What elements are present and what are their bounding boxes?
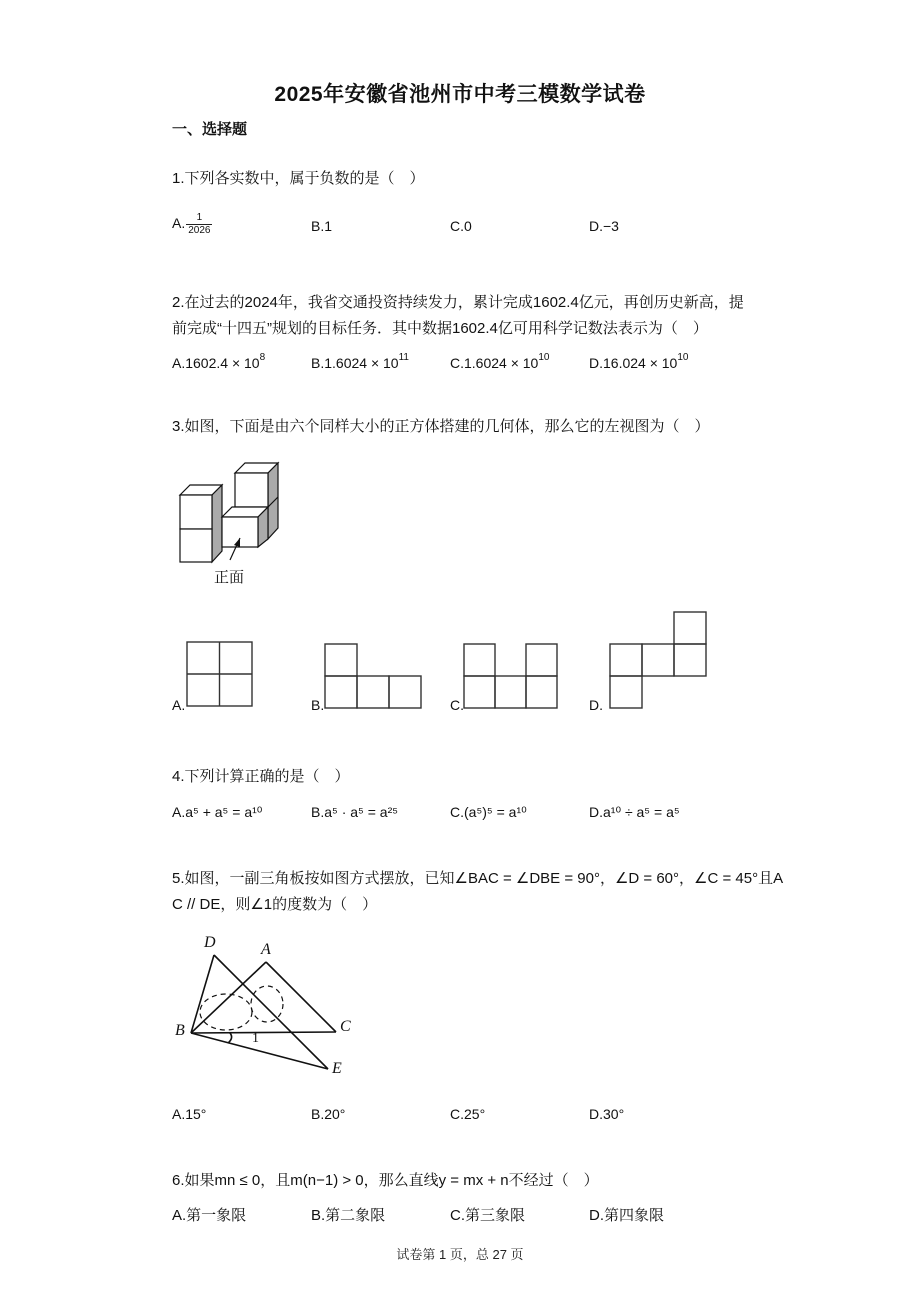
- q3-option-a-figure[interactable]: [186, 641, 256, 711]
- q3-option-b[interactable]: B.: [311, 697, 325, 713]
- question-5-stem-line2: C // DE，则∠1的度数为（ ）: [172, 896, 378, 913]
- q2-option-d-exponent: 10: [677, 352, 689, 363]
- q2-option-d-base: D.16.024 × 10: [589, 355, 678, 371]
- label-c: C: [340, 1018, 351, 1035]
- question-5-stem-line1: 5.如图，一副三角板按如图方式摆放，已知∠BAC = ∠DBE = 90°，∠D = 60°，∠C = 45°且A: [172, 870, 784, 887]
- segment-AC: [266, 962, 336, 1032]
- q4-option-d[interactable]: D.a¹⁰ ÷ a⁵ = a⁵: [589, 804, 680, 820]
- section-heading: 一、选择题: [172, 121, 248, 138]
- question-1-stem: 1.下列各实数中，属于负数的是（ ）: [172, 170, 425, 187]
- q2-option-a-exponent: 8: [259, 352, 266, 363]
- label-angle-1: 1: [252, 1031, 259, 1046]
- q6-option-d[interactable]: D.第四象限: [589, 1207, 665, 1224]
- q6-option-a[interactable]: A.第一象限: [172, 1207, 247, 1224]
- label-b: B: [175, 1022, 185, 1039]
- q3-option-a[interactable]: A.: [172, 697, 186, 713]
- q2-option-a[interactable]: [172, 352, 265, 371]
- question-2-stem-line1: 2.在过去的2024年，我省交通投资持续发力，累计完成1602.4亿元，再创历史新高，提: [172, 294, 744, 311]
- q5-option-d[interactable]: D.30°: [589, 1106, 625, 1122]
- segment-DE: [214, 955, 328, 1069]
- q2-option-c[interactable]: [450, 352, 549, 371]
- q1-option-b[interactable]: B.1: [311, 218, 333, 234]
- q2-option-a-base: A.1602.4 × 10: [172, 355, 260, 371]
- q1-fraction-denominator: 2026: [188, 225, 211, 236]
- q2-option-b[interactable]: [311, 352, 409, 371]
- q3-option-d-figure[interactable]: [609, 611, 711, 711]
- angle-1-arc: [228, 1033, 232, 1043]
- q5-option-a[interactable]: A.15°: [172, 1106, 207, 1122]
- q3-front-label: 正面: [214, 568, 245, 586]
- q3-cube-figure: [170, 455, 290, 565]
- q6-option-c[interactable]: C.第三象限: [450, 1207, 526, 1224]
- q4-option-b[interactable]: B.a⁵ · a⁵ = a²⁵: [311, 804, 399, 820]
- q4-option-a[interactable]: A.a⁵ + a⁵ = a¹⁰: [172, 804, 263, 820]
- q2-option-d[interactable]: [589, 352, 688, 371]
- q2-option-b-exponent: 11: [398, 352, 409, 363]
- cube-front-face: [180, 529, 212, 562]
- q2-option-c-exponent: 10: [538, 352, 550, 363]
- q3-option-c[interactable]: C.: [450, 697, 464, 713]
- segment-BC: [191, 1032, 336, 1033]
- q1-option-c[interactable]: C.0: [450, 218, 472, 234]
- cube-side-face: [268, 463, 278, 539]
- cube-side-face: [212, 485, 222, 562]
- q5-option-c[interactable]: C.25°: [450, 1106, 486, 1122]
- cube-front-face: [235, 473, 268, 507]
- exam-title: 2025年安徽省池州市中考三模数学试卷: [274, 83, 646, 106]
- q6-option-b[interactable]: B.第二象限: [311, 1207, 386, 1224]
- q1-option-a-prefix: A.: [172, 215, 186, 232]
- dashed-circle-right: [251, 986, 283, 1022]
- q3-option-d[interactable]: D.: [589, 697, 603, 713]
- q3-option-b-figure[interactable]: [324, 643, 426, 711]
- page-footer: 试卷第 1 页，总 27 页: [396, 1247, 524, 1262]
- segment-BE: [191, 1033, 328, 1069]
- q2-option-b-base: B.1.6024 × 10: [311, 355, 399, 371]
- q1-option-a[interactable]: [172, 212, 212, 237]
- label-d: D: [204, 934, 216, 951]
- q2-option-c-base: C.1.6024 × 10: [450, 355, 539, 371]
- question-2-stem-line2: 前完成“十四五”规划的目标任务．其中数据1602.4亿可用科学记数法表示为（ ）: [172, 320, 708, 337]
- label-e: E: [332, 1060, 342, 1077]
- question-4-stem: 4.下列计算正确的是（ ）: [172, 768, 350, 785]
- q1-option-d[interactable]: D.−3: [589, 218, 619, 234]
- q4-option-c[interactable]: C.(a⁵)⁵ = a¹⁰: [450, 804, 527, 820]
- q5-option-b[interactable]: B.20°: [311, 1106, 346, 1122]
- q3-option-c-figure[interactable]: [463, 643, 563, 711]
- question-6-stem: 6.如果mn ≤ 0，且m(n−1) > 0，那么直线y = mx + n不经过（ ）: [172, 1172, 599, 1189]
- label-a: A: [261, 941, 271, 958]
- q1-option-a-fraction: [186, 212, 212, 237]
- q1-fraction-numerator: 1: [186, 212, 212, 225]
- question-3-stem: 3.如图，下面是由六个同样大小的正方体搭建的几何体，那么它的左视图为（ ）: [172, 418, 710, 435]
- cube-front-face: [180, 495, 212, 529]
